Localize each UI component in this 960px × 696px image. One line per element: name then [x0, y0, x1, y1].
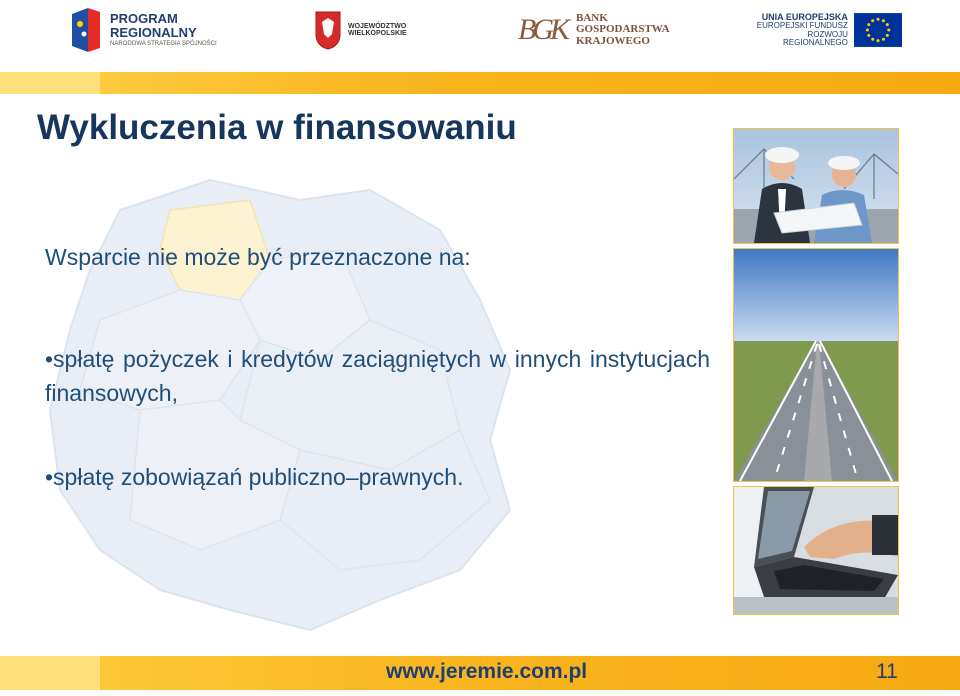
program-regionalny-logo — [68, 4, 218, 56]
laptop-photo — [733, 486, 899, 615]
wojewodztwo-logo-line-1: WOJEWÓDZTWO — [348, 22, 407, 30]
engineers-photo — [733, 128, 899, 244]
coat-of-arms-icon — [314, 10, 342, 50]
wojewodztwo-logo-line-2: WIELKOPOLSKIE — [348, 30, 407, 37]
header-bar — [0, 72, 960, 94]
eu-logo-line-3: ROZWOJU REGIONALNEGO — [782, 29, 848, 47]
program-logo-line-1: PROGRAM — [110, 11, 178, 27]
eu-logo — [752, 4, 902, 56]
bgk-logo-line-1: BANK — [576, 11, 608, 24]
bgk-monogram: BGK — [518, 13, 566, 46]
eu-flag-icon — [854, 11, 902, 49]
eu-logo-line-1: UNIA EUROPEJSKA — [761, 11, 848, 22]
intro-text: Wsparcie nie może być przeznaczone na: — [45, 244, 471, 270]
logo-strip — [0, 0, 960, 68]
wojewodztwo-logo — [314, 4, 424, 56]
highway-photo — [733, 248, 899, 482]
footer-website-link[interactable]: www.jeremie.com.pl — [386, 660, 588, 683]
program-logo-line-3: NARODOWA STRATEGIA SPÓJNOŚCI — [110, 41, 217, 48]
bgk-logo-line-2: GOSPODARSTWA — [576, 23, 670, 36]
slide-title: Wykluczenia w finansowaniu — [37, 108, 517, 147]
bgk-logo — [518, 4, 668, 56]
eu-logo-line-2: EUROPEJSKI FUNDUSZ — [756, 21, 848, 31]
bgk-logo-line-3: KRAJOWEGO — [576, 34, 650, 47]
slide-page-number: 11 — [876, 660, 898, 683]
bullet-item-1: •spłatę pożyczek i kredytów zaciągniętych w innych instytucjach finansowych, — [45, 346, 710, 406]
program-regionalny-emblem-icon — [68, 6, 104, 54]
program-logo-line-2: REGIONALNY — [110, 24, 197, 40]
bullet-item-2: •spłatę zobowiązań publiczno–prawnych. — [45, 464, 464, 490]
